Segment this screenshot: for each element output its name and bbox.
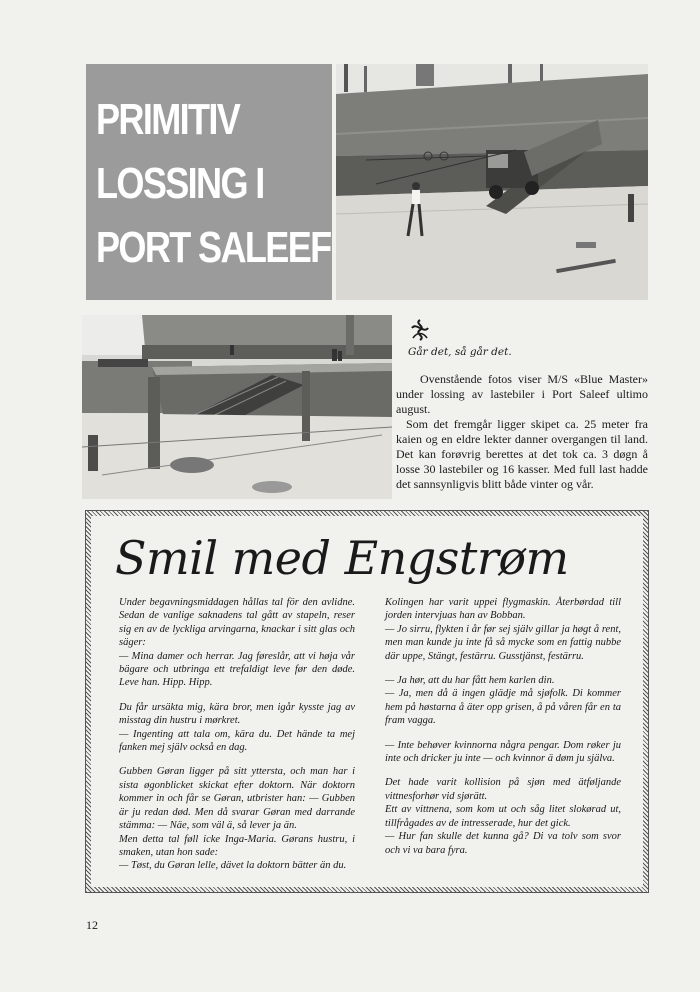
- humor-section-box: [86, 511, 648, 892]
- humor-section-title: Smil med Engstrøm: [115, 531, 569, 585]
- joke-line: — Inte behøver kvinnorna några pengar. Dom røker ju inte och dricker ju inte — och kvinnor ä døm ju själva.: [385, 739, 621, 765]
- caption-paragraph-2: Som det fremgår ligger skipet ca. 25 meter fra kaien og en eldre lekter danner overgangen til land. Det kan forøvrig berettes at det tok ca. 3 døgn å losse 30 lastebiler og 16 kasser. Med full last hadde det sannsynligvis blitt både vinter og vår.: [396, 417, 648, 491]
- title-line-3: PORT SALEEF: [96, 223, 331, 272]
- humor-left-column: [119, 596, 355, 884]
- joke-item: [385, 596, 621, 663]
- photo-caption: [396, 372, 648, 492]
- joke-line: Ett av vittnena, som kom ut och såg litet slokørad ut, tillfrågades av de intresserade, hur det gick.: [385, 804, 621, 829]
- joke-item: [119, 701, 355, 755]
- joke-item: [385, 674, 621, 728]
- joke-line: — Ja hør, att du har fått hem karlen din.: [385, 675, 555, 687]
- joke-item: [385, 776, 621, 856]
- photo-truck-unloading: [336, 64, 648, 300]
- joke-line: — Jo sirru, flykten i år før sej själv gillar ja høgt å rent, men man kunde ju inte få så mycke som en fattig nubbe där uppe, Stängt, festärru. Gusstjänst, festärru.: [385, 623, 621, 662]
- joke-line: Kolingen har varit uppei flygmaskin. Återbørdad till jorden intervjuas han av Bobban.: [385, 597, 621, 622]
- joke-line: — Hur fan skulle det kunna gå? Di va tolv som svor och vi va bara fyra.: [385, 831, 621, 856]
- knot-symbol-icon: [408, 318, 432, 342]
- joke-line: — Mina damer och herrar. Jag føreslår, att vi høja vår bägare och utbringa ett trefaldigt leve før den døde. Leve han. Hipp. Hipp.: [119, 650, 355, 689]
- joke-item: [385, 739, 621, 766]
- joke-line: Men detta tal føll icke Inga-Maria. Gørans hustru, i smaken, utan hon sade:: [119, 833, 355, 858]
- humor-right-column: [385, 596, 621, 868]
- joke-line: — Ingenting att tala om, kära du. Det hände ta mej fanken mej själv också en dag.: [119, 728, 355, 754]
- title-line-2: LOSSING I: [96, 159, 264, 208]
- joke-item: [119, 596, 355, 690]
- joke-item: [119, 765, 355, 872]
- joke-line: — Tøst, du Gøran lelle, dävet la doktorn bätter än du.: [119, 860, 347, 872]
- page-number: 12: [86, 918, 98, 932]
- caption-quote: Går det, så går det.: [408, 346, 512, 358]
- joke-line: — Ja, men då ä ingen glädje må sjøfolk. Di kommer hem på høstarna å äter opp grisen, å på våren får en ta fram vagga.: [385, 688, 621, 727]
- caption-paragraph-1: Ovenstående fotos viser M/S «Blue Master» under lossing av lastebiler i Port Saleef ultimo august.: [396, 372, 648, 416]
- joke-line: Under begavningsmiddagen hållas tal för den avlidne. Sedan de vanlige saknadens tal gått av stapeln, reser sig en av de lyckliga arvingarna, knackar i sitt glas och säger:: [119, 597, 355, 649]
- article-title-panel: [86, 64, 332, 300]
- photo-barge-bridge: [82, 315, 392, 499]
- title-line-1: PRIMITIV: [96, 95, 240, 144]
- joke-line: Du får ursäkta mig, kära bror, men igår kysste jag av misstag din hustru i mørkret.: [119, 701, 355, 727]
- joke-line: Gubben Gøran ligger på sitt yttersta, och man har i sista øgonblicket skickat efter doktorn. När doktorn kommer in och får se Gøran, utbrister han: — Gubben är ju redan død. Men då svarar Gøran med darrande stämma: — Näe, som väl ä, så lever ja än.: [119, 766, 355, 832]
- joke-line: Det hade varit kollision på sjøn med ätføljande vittnesforhør vid sjørätt.: [385, 777, 621, 802]
